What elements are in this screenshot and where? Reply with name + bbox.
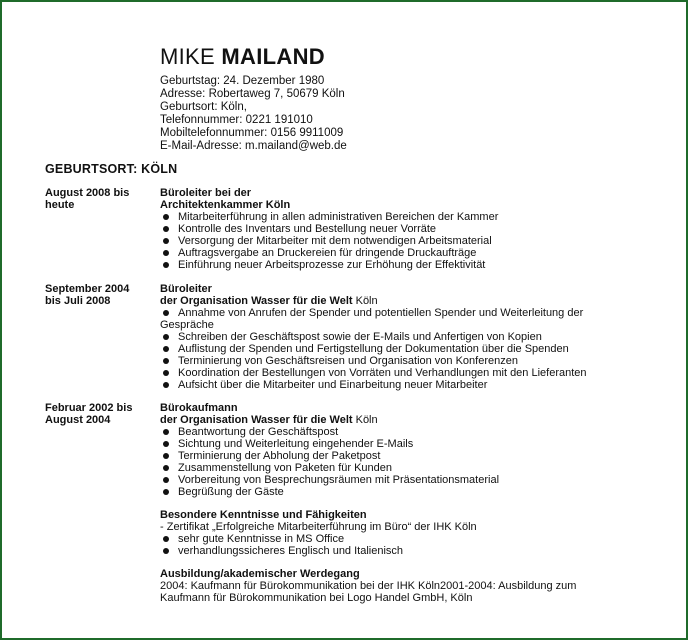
education-heading: Ausbildung/akademischer Werdegang — [160, 568, 360, 580]
education-line-1: 2004: Kaufmann für Bürokommunikation bei der IHK Köln2001-2004: Ausbildung zum — [160, 580, 577, 592]
skills-heading: Besondere Kenntnisse und Fähigkeiten — [160, 509, 367, 521]
list-item: Schreiben der Geschäftspost sowie der E-Mails und Anfertigen von Kopien — [160, 331, 640, 343]
job-date: Februar 2002 bis August 2004 — [45, 402, 133, 426]
education-line-2: Kaufmann für Bürokommunikation bei Logo Handel GmbH, Köln — [160, 592, 473, 604]
job-organisation — [160, 414, 640, 426]
birthplace-line: Geburtsort: Köln, — [160, 101, 247, 113]
contact-details — [160, 75, 347, 153]
list-item: Sichtung und Weiterleitung eingehender E-Mails — [160, 438, 640, 450]
skills-section — [160, 509, 630, 557]
list-item: Auflistung der Spenden und Fertigstellung der Dokumentation über die Spenden — [160, 343, 640, 355]
job-duties — [160, 426, 640, 498]
list-item: Mitarbeiterführung in allen administrativen Bereichen der Kammer — [160, 211, 640, 223]
list-item: Aufsicht über die Mitarbeiter und Einarbeitung neuer Mitarbeiter — [160, 379, 640, 391]
list-item: Koordination der Bestellungen von Vorräten und Verhandlungen mit den Lieferanten — [160, 367, 640, 379]
job-duties — [160, 211, 640, 271]
job-title: Büroleiter bei der — [160, 187, 252, 199]
organisation-name: der Organisation Wasser für die Welt — [160, 414, 353, 426]
organisation-city: Köln — [352, 295, 378, 307]
job-organisation — [160, 199, 640, 211]
list-item: Versorgung der Mitarbeiter mit dem notwendigen Arbeitsmaterial — [160, 235, 640, 247]
education-section — [160, 568, 630, 604]
applicant-name — [160, 44, 347, 70]
list-item: sehr gute Kenntnisse in MS Office — [160, 533, 630, 545]
list-item: Auftragsvergabe an Druckereien für dringende Druckaufträge — [160, 247, 640, 259]
list-item: verhandlungssicheres Englisch und Italienisch — [160, 545, 630, 557]
job-date: August 2008 bis heute — [45, 187, 130, 211]
last-name: MAILAND — [221, 44, 325, 69]
list-item — [160, 307, 640, 331]
list-item-text: Annahme von Anrufen der Spender und potentiellen Spender und Weiterleitung der Gespräche — [160, 307, 584, 331]
job-duties — [160, 307, 640, 391]
list-item: Vorbereitung von Besprechungsräumen mit Präsentationsmaterial — [160, 474, 640, 486]
list-item: Begrüßung der Gäste — [160, 486, 640, 498]
list-item: Terminierung der Abholung der Paketpost — [160, 450, 640, 462]
list-item: Zusammenstellung von Paketen für Kunden — [160, 462, 640, 474]
phone-line: Telefonnummer: 0221 191010 — [160, 114, 313, 126]
skills-list — [160, 533, 630, 557]
resume-header — [160, 44, 347, 153]
address-line: Adresse: Robertaweg 7, 50679 Köln — [160, 88, 345, 100]
certificate-line: - Zertifikat „Erfolgreiche Mitarbeiterführung im Büro“ der IHK Köln — [160, 521, 477, 533]
organisation-city: Köln — [352, 414, 378, 426]
first-name: MIKE — [160, 44, 215, 69]
organisation-name: der Organisation Wasser für die Welt — [160, 295, 353, 307]
list-item: Kontrolle des Inventars und Bestellung neuer Vorräte — [160, 223, 640, 235]
organisation-name: Architektenkammer Köln — [160, 199, 291, 211]
job-organisation — [160, 295, 640, 307]
job-body — [160, 402, 640, 498]
mobile-line: Mobiltelefonnummer: 0156 9911009 — [160, 127, 344, 139]
list-item: Beantwortung der Geschäftspost — [160, 426, 640, 438]
job-body — [160, 283, 640, 391]
email-line: E-Mail-Adresse: m.mailand@web.de — [160, 140, 347, 152]
job-title: Büroleiter — [160, 283, 212, 295]
job-date: September 2004 bis Juli 2008 — [45, 283, 130, 307]
job-title: Bürokaufmann — [160, 402, 238, 414]
job-body — [160, 187, 640, 271]
list-item: Einführung neuer Arbeitsprozesse zur Erhöhung der Effektivität — [160, 259, 640, 271]
section-title: GEBURTSORT: KÖLN — [45, 162, 178, 176]
list-item: Terminierung von Geschäftsreisen und Organisation von Konferenzen — [160, 355, 640, 367]
birthday-line: Geburtstag: 24. Dezember 1980 — [160, 75, 325, 87]
